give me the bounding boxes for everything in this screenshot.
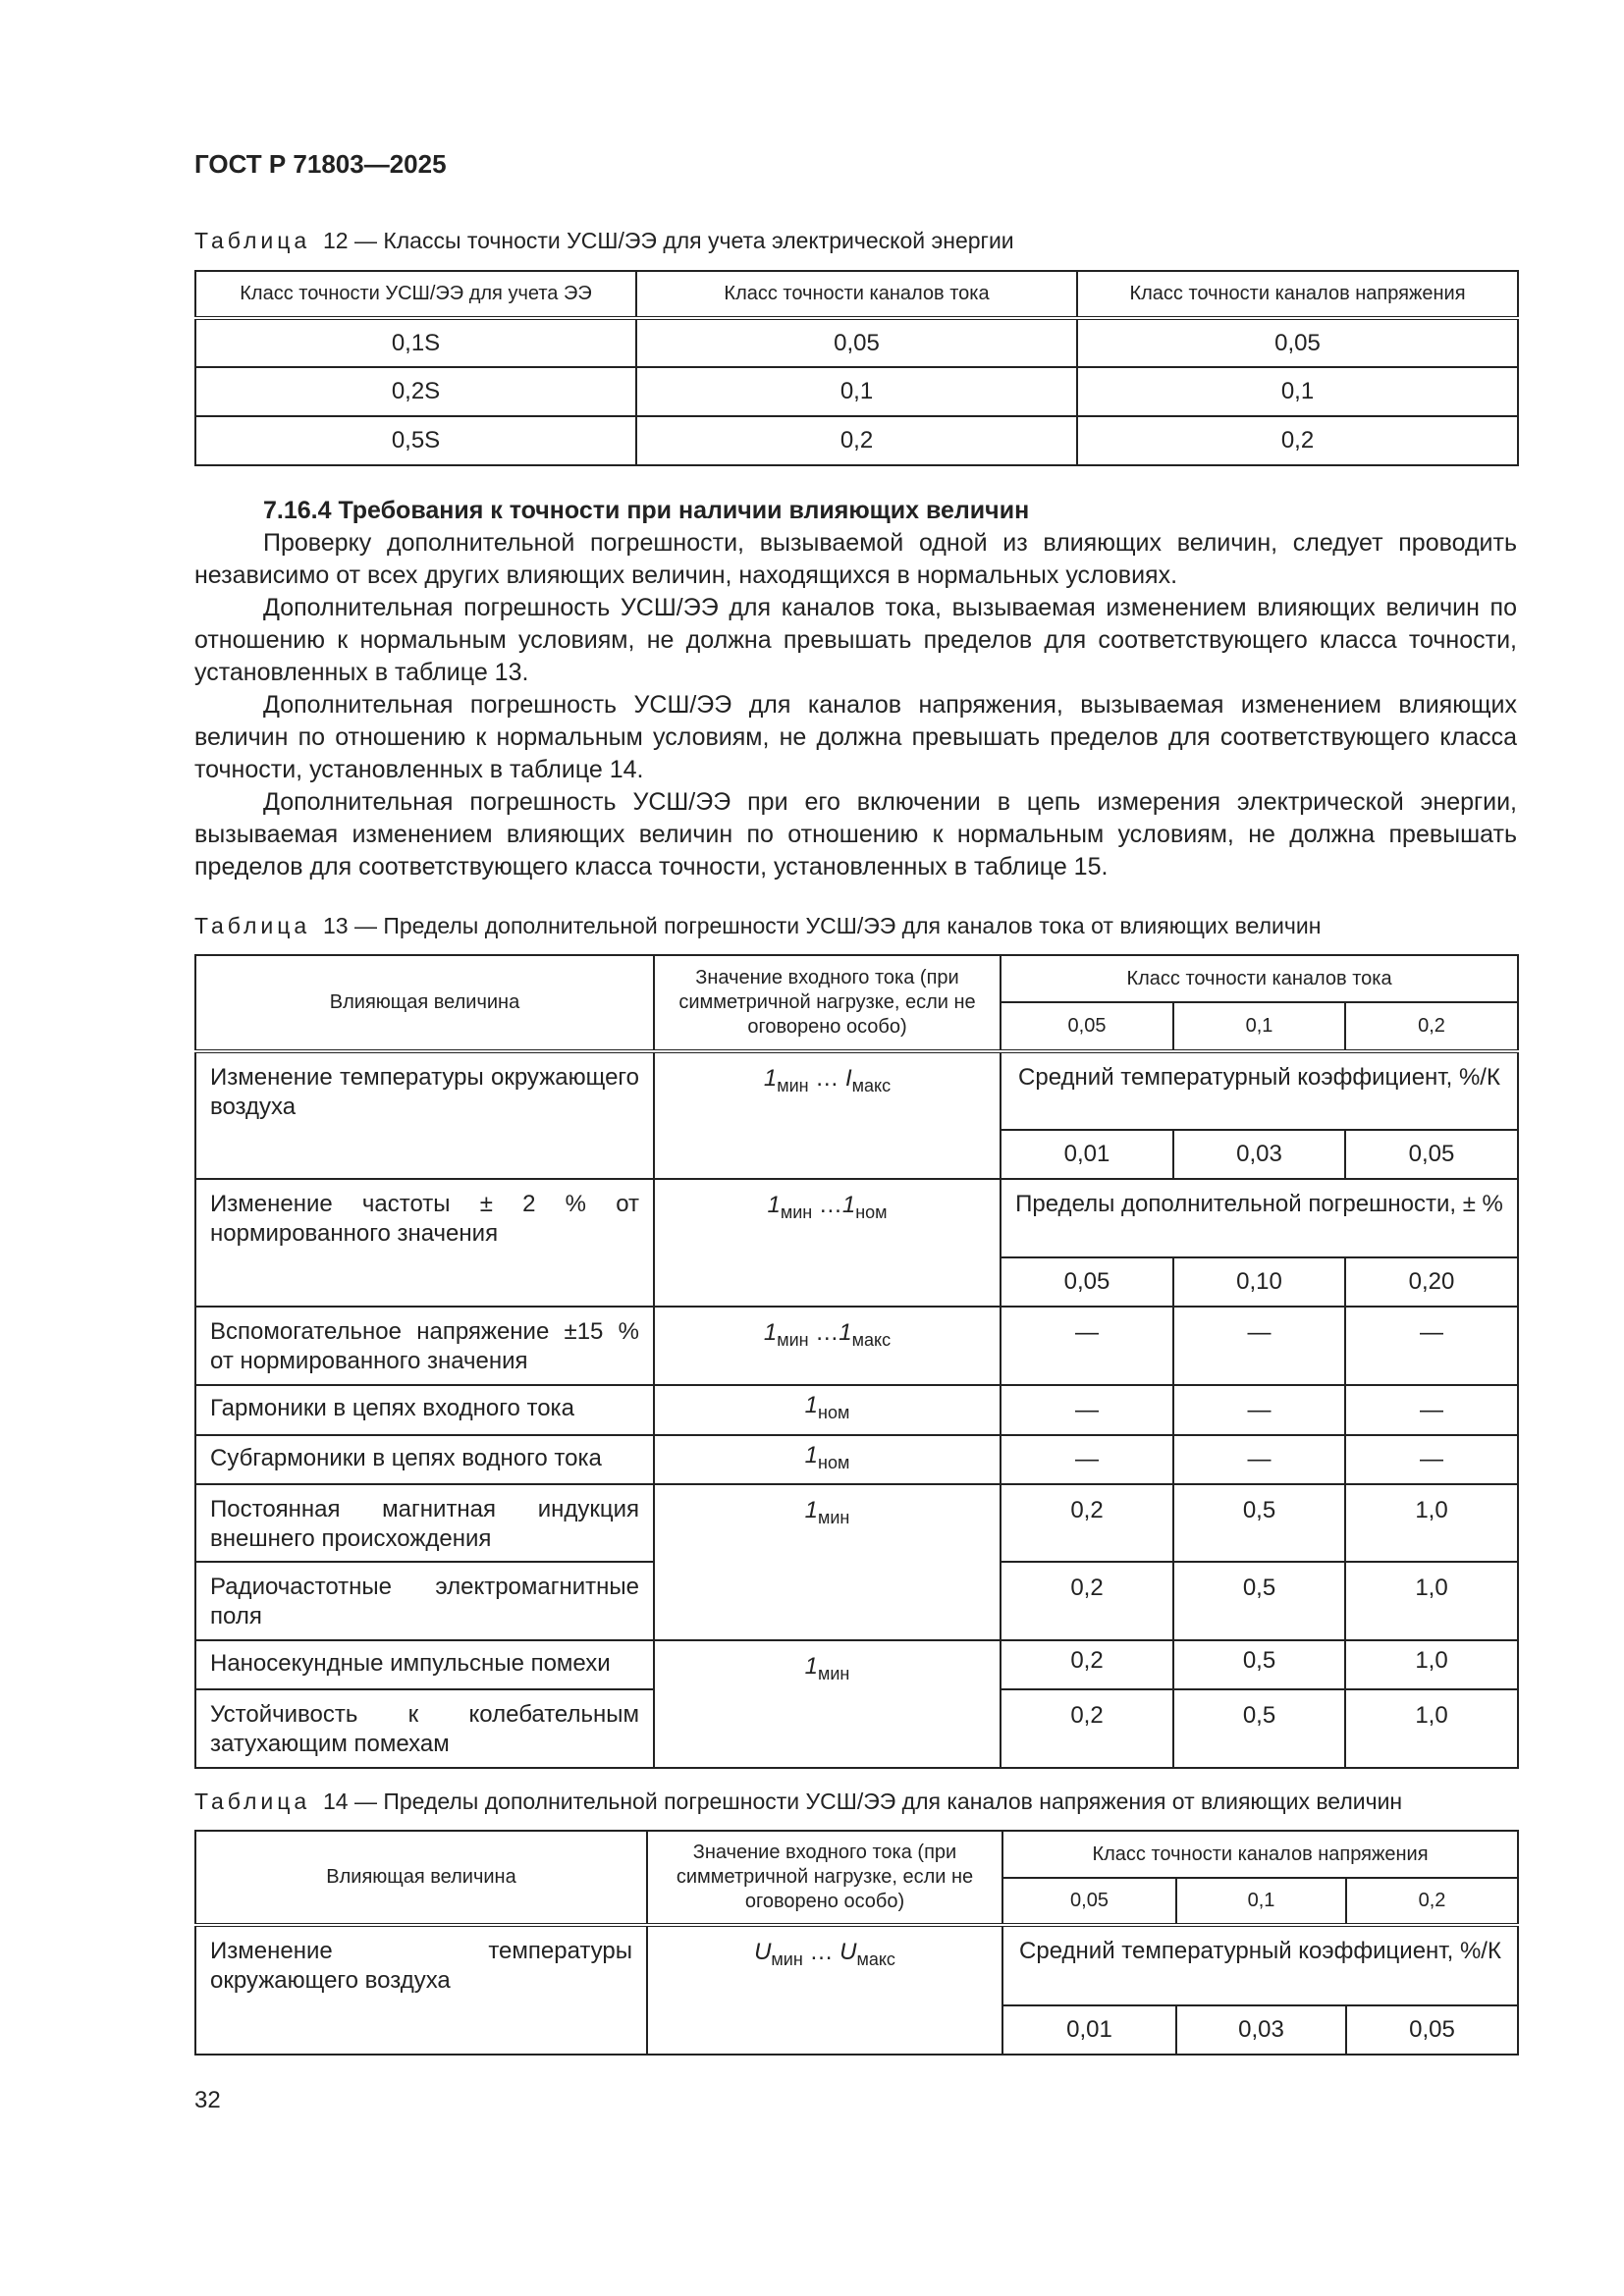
header-cell: Класс точности каналов тока — [1001, 955, 1518, 1002]
table-header-row — [195, 1831, 1518, 1878]
cell — [654, 1307, 1001, 1385]
header-cell: 0,2 — [1345, 1002, 1518, 1051]
cell: 0,1 — [636, 367, 1077, 416]
paragraph: Дополнительная погрешность УСШ/ЭЭ для каналов напряжения, вызываемая изменением влияющих величин по отношению к нормальным условиям, не должна превышать пределов для соответствующего класса точности, установленных в таблице 14. — [194, 691, 1517, 783]
caption-text: 14 — Пределы дополнительной погрешности УСШ/ЭЭ для каналов напряжения от влияющих величин — [322, 1789, 1403, 1814]
cell: Наносекундные импульсные помехи — [195, 1640, 654, 1689]
cell: 0,5 — [1173, 1484, 1345, 1562]
cell: 0,2 — [1001, 1562, 1173, 1640]
cell — [647, 1925, 1002, 2055]
page-number: 32 — [194, 2087, 221, 2113]
table-row — [195, 367, 1518, 416]
cell: 0,01 — [1001, 1130, 1173, 1179]
header-cell: Значение входного тока (при симметричной нагрузке, если не оговорено особо) — [654, 955, 1001, 1051]
caption-text: 13 — Пределы дополнительной погрешности УСШ/ЭЭ для каналов тока от влияющих величин — [322, 913, 1322, 938]
cell: Средний температурный коэффициент, %/К — [1001, 1051, 1518, 1130]
cell: — — [1345, 1385, 1518, 1435]
subscript: мин — [817, 1508, 850, 1527]
cell: 0,5 — [1173, 1689, 1345, 1768]
cell: — — [1173, 1385, 1345, 1435]
caption-text: 12 — Классы точности УСШ/ЭЭ для учета электрической энергии — [322, 228, 1014, 253]
cell: 1,0 — [1345, 1640, 1518, 1689]
cell: — — [1345, 1435, 1518, 1484]
header-cell: Значение входного тока (при симметричной нагрузке, если не оговорено особо) — [647, 1831, 1002, 1925]
cell: Изменение температуры окружающего воздуха — [195, 1925, 647, 2055]
cell: Вспомогательное напряжение ±15 % от нормированного значения — [195, 1307, 654, 1385]
subscript: мин — [771, 1949, 803, 1969]
symbol: 1 — [763, 1065, 778, 1092]
symbol: 1 — [839, 1319, 852, 1346]
cell: 0,2 — [1077, 416, 1518, 465]
header-cell: 0,1 — [1173, 1002, 1345, 1051]
cell — [654, 1435, 1001, 1484]
cell: Устойчивость к колебательным затухающим помехам — [195, 1689, 654, 1768]
caption-prefix: Таблица — [194, 913, 311, 938]
symbol: 1 — [841, 1192, 856, 1218]
subscript: мин — [780, 1202, 813, 1222]
cell: 0,05 — [1345, 1130, 1518, 1179]
table-row — [195, 1484, 1518, 1562]
header-cell: 0,05 — [1001, 1002, 1173, 1051]
table14-caption — [194, 1789, 1402, 1815]
cell: 0,03 — [1173, 1130, 1345, 1179]
cell: 1,0 — [1345, 1484, 1518, 1562]
symbol: 1 — [804, 1653, 818, 1680]
cell: Изменение частоты ± 2 % от нормированного значения — [195, 1179, 654, 1307]
caption-prefix: Таблица — [194, 1789, 311, 1814]
table-row — [195, 1925, 1518, 2005]
cell — [654, 1051, 1001, 1179]
cell: 0,05 — [636, 318, 1077, 367]
subscript: мин — [817, 1664, 850, 1683]
cell: 0,05 — [1346, 2005, 1518, 2055]
header-cell: 0,1 — [1176, 1878, 1346, 1925]
cell: 0,5 — [1173, 1562, 1345, 1640]
cell: 0,5S — [195, 416, 636, 465]
cell: 1,0 — [1345, 1562, 1518, 1640]
paragraph: Дополнительная погрешность УСШ/ЭЭ для каналов тока, вызываемая изменением влияющих величин по отношению к нормальным условиям, не должна превышать пределов для соответствующего класса точности, установленных в таблице 13. — [194, 594, 1517, 686]
subscript: мин — [777, 1330, 809, 1350]
symbol: 1 — [804, 1497, 818, 1523]
table-header-row — [195, 955, 1518, 1002]
symbol: U — [839, 1939, 857, 1965]
header-cell: Класс точности УСШ/ЭЭ для учета ЭЭ — [195, 271, 636, 318]
cell: 0,1S — [195, 318, 636, 367]
table-14 — [194, 1830, 1519, 2056]
header-cell: 0,2 — [1346, 1878, 1518, 1925]
table-12 — [194, 270, 1519, 466]
cell: — — [1001, 1435, 1173, 1484]
cell: — — [1173, 1435, 1345, 1484]
paragraph: Проверку дополнительной погрешности, вызываемой одной из влияющих величин, следует проводить независимо от всех других влияющих величин, находящихся в нормальных условиях. — [194, 529, 1517, 589]
cell: — — [1001, 1385, 1173, 1435]
symbol: 1 — [767, 1192, 781, 1218]
dots: … — [815, 1065, 839, 1092]
table-row — [195, 318, 1518, 367]
cell: 0,2 — [636, 416, 1077, 465]
table-row — [195, 1385, 1518, 1435]
symbol: U — [754, 1939, 772, 1965]
cell: Пределы дополнительной погрешности, ± % — [1001, 1179, 1518, 1257]
cell: 0,2 — [1001, 1640, 1173, 1689]
paragraph: Дополнительная погрешность УСШ/ЭЭ при его включении в цепь измерения электрической энергии, вызываемая изменением влияющих величин по отношению к нормальным условиям, не должна превышать пределов для соответствующего класса точности, установленных в таблице 15. — [194, 788, 1517, 881]
subscript: макс — [851, 1076, 892, 1095]
table-row — [195, 1307, 1518, 1385]
header-cell: Класс точности каналов напряжения — [1002, 1831, 1518, 1878]
cell: 0,05 — [1001, 1257, 1173, 1307]
table-row — [195, 1435, 1518, 1484]
symbol: 1 — [804, 1392, 819, 1418]
table-header-row — [195, 271, 1518, 318]
cell: 0,5 — [1173, 1640, 1345, 1689]
table-row — [195, 1640, 1518, 1689]
dots: … — [809, 1939, 834, 1965]
cell: 0,05 — [1077, 318, 1518, 367]
cell: Изменение температуры окружающего воздуха — [195, 1051, 654, 1179]
document-title: ГОСТ Р 71803—2025 — [194, 149, 447, 179]
cell: 0,01 — [1002, 2005, 1176, 2055]
cell: Средний температурный коэффициент, %/К — [1002, 1925, 1518, 2005]
cell — [654, 1179, 1001, 1307]
caption-prefix: Таблица — [194, 228, 311, 253]
header-cell: 0,05 — [1002, 1878, 1176, 1925]
symbol: I — [844, 1065, 852, 1092]
cell: Субгармоники в цепях водного тока — [195, 1435, 654, 1484]
cell: — — [1001, 1307, 1173, 1385]
subscript: ном — [818, 1453, 850, 1472]
symbol: 1 — [763, 1319, 778, 1346]
header-cell: Влияющая величина — [195, 1831, 647, 1925]
cell: 0,2 — [1001, 1484, 1173, 1562]
cell — [654, 1385, 1001, 1435]
cell: 0,10 — [1173, 1257, 1345, 1307]
header-cell: Влияющая величина — [195, 955, 654, 1051]
cell — [654, 1484, 1001, 1640]
cell: 0,03 — [1176, 2005, 1346, 2055]
table-row — [195, 1051, 1518, 1130]
cell — [654, 1640, 1001, 1768]
cell: — — [1173, 1307, 1345, 1385]
section-heading: 7.16.4 Требования к точности при наличии влияющих величин — [263, 497, 1030, 524]
dots: … — [815, 1319, 839, 1346]
table-row — [195, 1179, 1518, 1257]
cell: 0,2S — [195, 367, 636, 416]
cell: 0,20 — [1345, 1257, 1518, 1307]
dots: … — [818, 1192, 842, 1218]
subscript: макс — [851, 1330, 892, 1350]
cell: Постоянная магнитная индукция внешнего происхождения — [195, 1484, 654, 1562]
header-cell: Класс точности каналов напряжения — [1077, 271, 1518, 318]
cell: 1,0 — [1345, 1689, 1518, 1768]
symbol: 1 — [804, 1442, 819, 1468]
cell: — — [1345, 1307, 1518, 1385]
subscript: ном — [855, 1202, 888, 1222]
table-row — [195, 416, 1518, 465]
subscript: мин — [777, 1076, 809, 1095]
cell: 0,1 — [1077, 367, 1518, 416]
header-cell: Класс точности каналов тока — [636, 271, 1077, 318]
cell: 0,2 — [1001, 1689, 1173, 1768]
table13-caption — [194, 913, 1321, 939]
subscript: ном — [818, 1403, 850, 1422]
section-7-16-4 — [194, 495, 1517, 883]
table12-caption — [194, 228, 1014, 254]
cell: Радиочастотные электромагнитные поля — [195, 1562, 654, 1640]
cell: Гармоники в цепях входного тока — [195, 1385, 654, 1435]
table-13 — [194, 954, 1519, 1769]
subscript: макс — [856, 1949, 895, 1969]
